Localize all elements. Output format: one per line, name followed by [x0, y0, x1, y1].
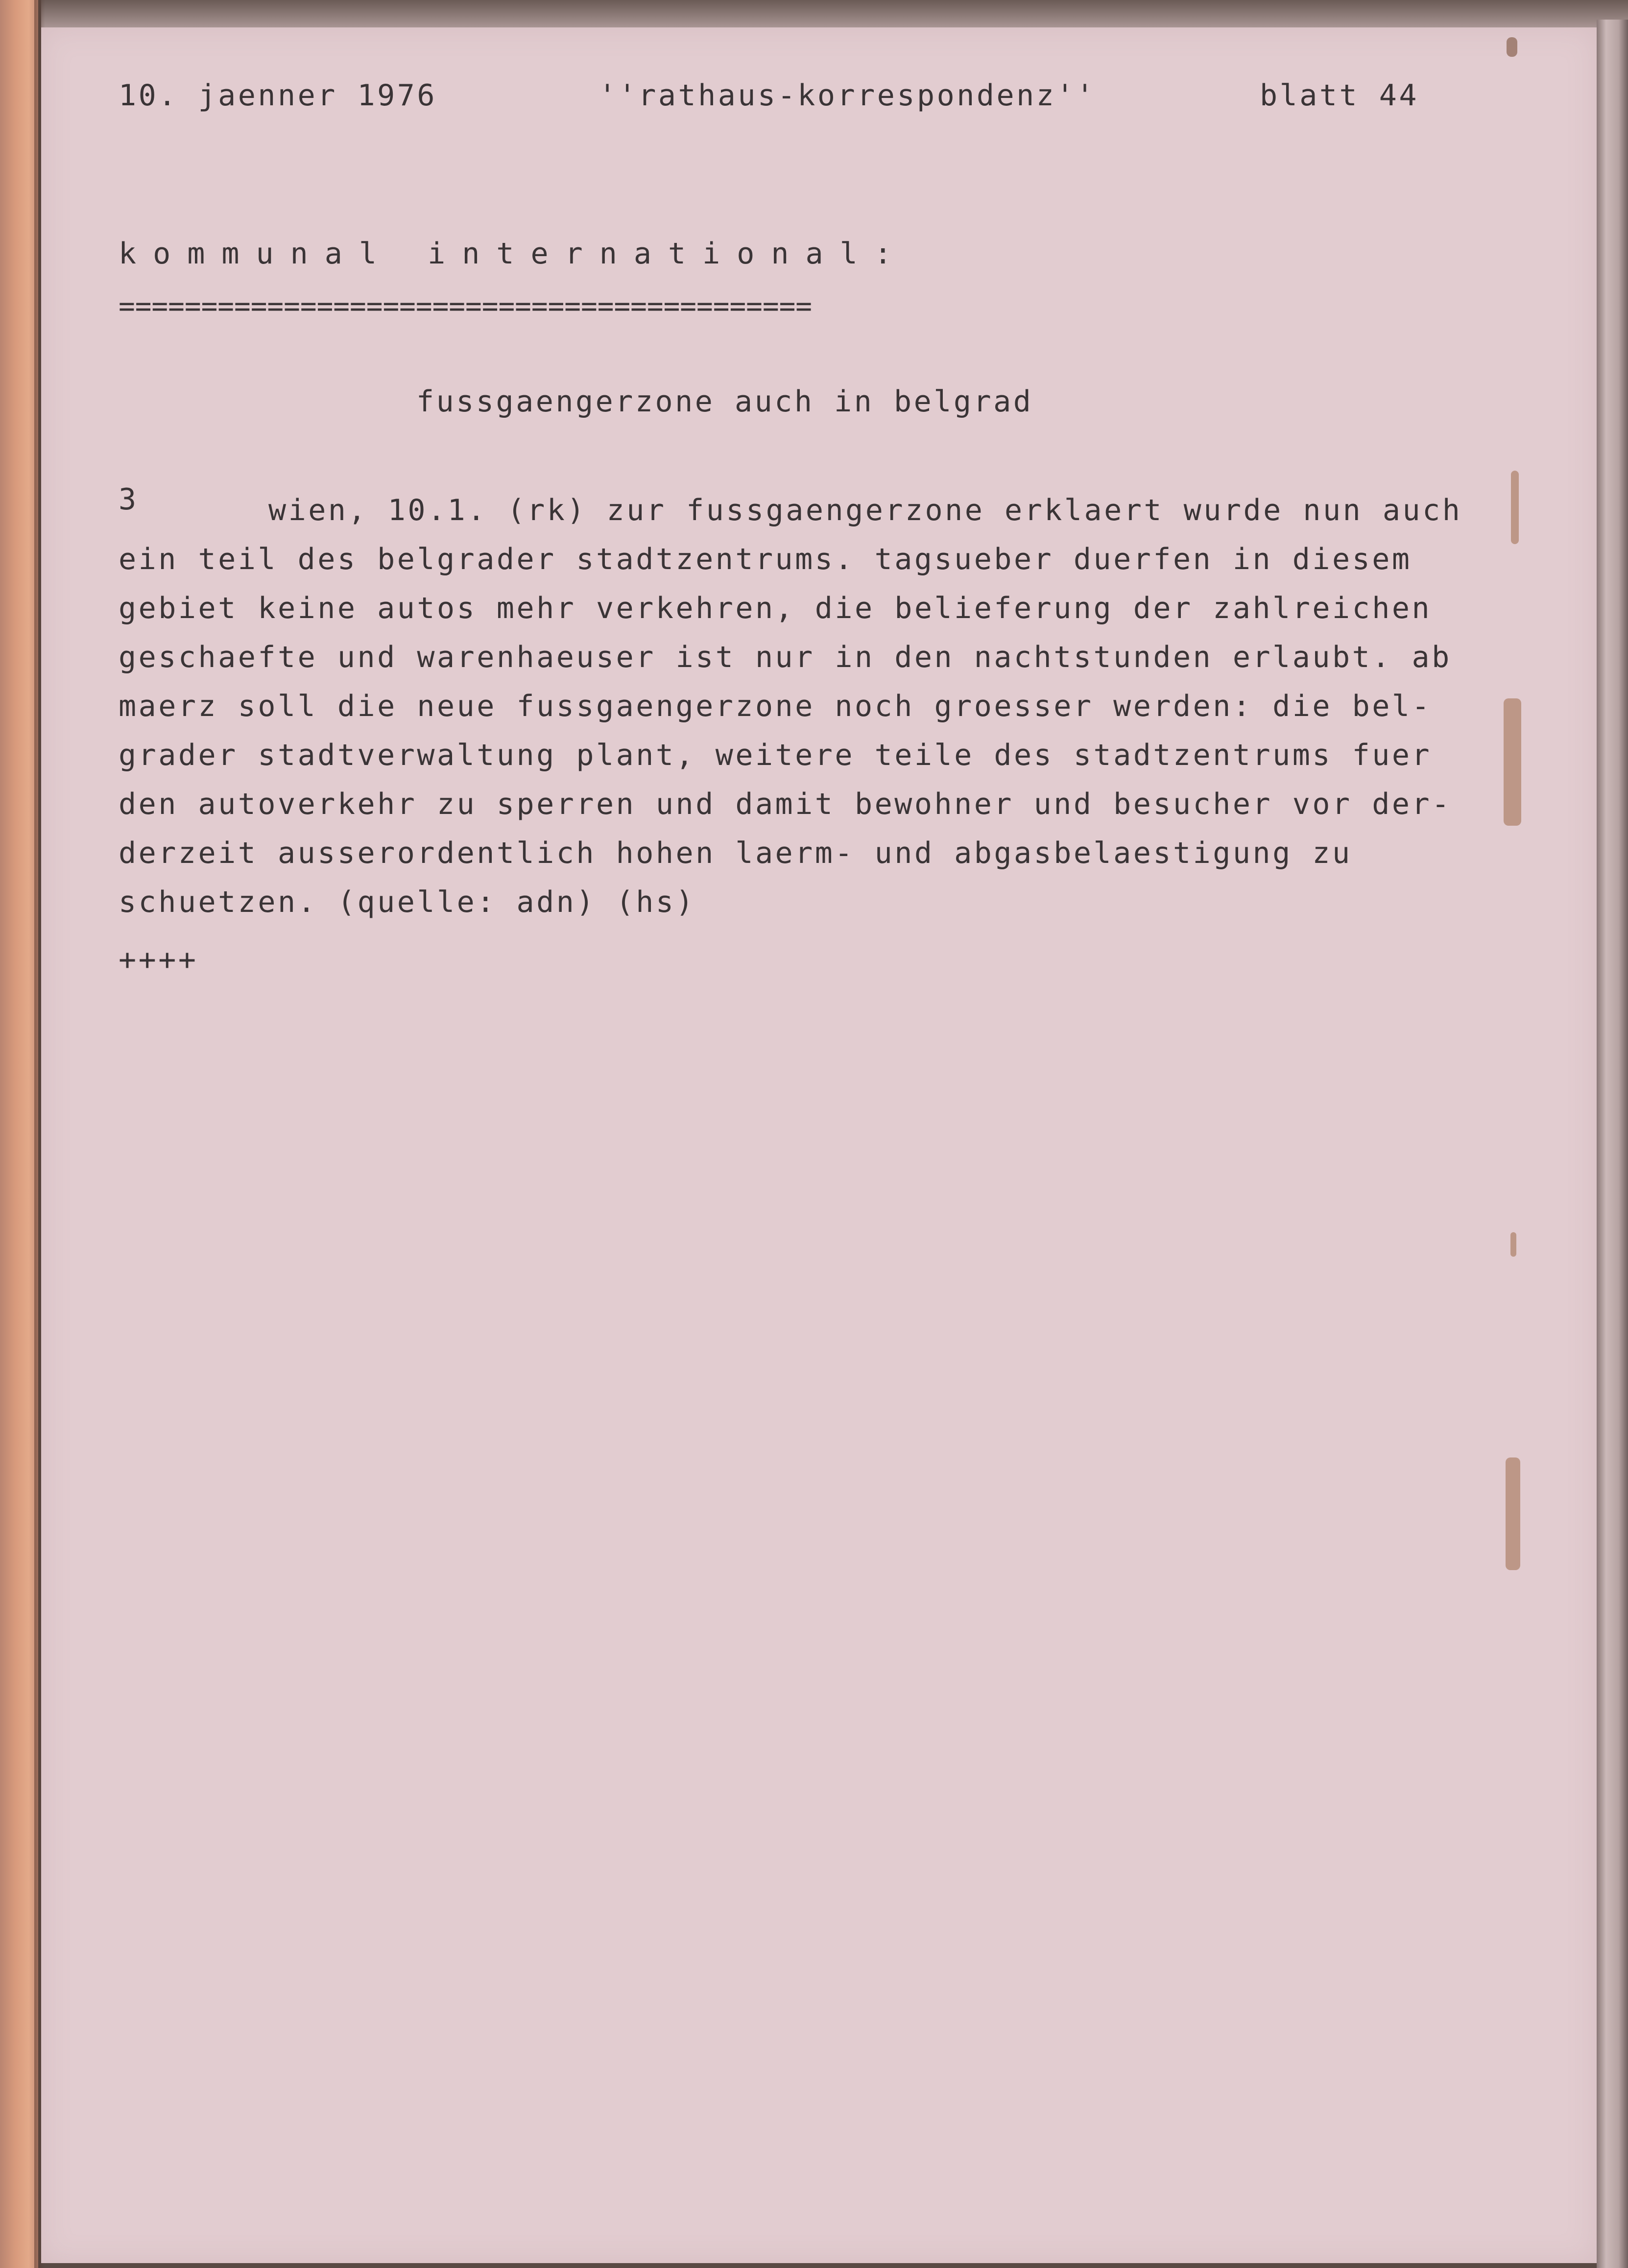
header-publication: ''rathaus-korrespondenz'' — [599, 78, 1096, 113]
margin-stain — [1504, 698, 1521, 826]
article-line: gebiet keine autos mehr verkehren, die belieferung der zahlreichen — [119, 591, 1432, 625]
article-line: maerz soll die neue fussgaengerzone noch groesser werden: die bel- — [119, 689, 1432, 723]
article-line: derzeit ausserordentlich hohen laerm- und abgasbelaestigung zu — [119, 836, 1352, 870]
article-headline: fussgaengerzone auch in belgrad — [416, 384, 1033, 419]
section-rule: ========================================== — [119, 290, 813, 322]
scan-top-edge — [41, 0, 1628, 27]
binding-edge — [0, 0, 38, 2268]
end-marks: ++++ — [119, 943, 198, 977]
section-title: kommunal international: — [119, 237, 909, 271]
article-line: ein teil des belgrader stadtzentrums. tagsueber duerfen in diesem — [119, 542, 1412, 576]
article-line: grader stadtverwaltung plant, weitere teile des stadtzentrums fuer — [119, 738, 1432, 772]
article-line: wien, 10.1. (rk) zur fussgaengerzone erklaert wurde nun auch — [268, 493, 1462, 527]
article-line: den autoverkehr zu sperren und damit bewohner und besucher vor der- — [119, 787, 1452, 821]
document-page — [41, 27, 1597, 2263]
article-line: geschaefte und warenhaeuser ist nur in den nachtstunden erlaubt. ab — [119, 640, 1452, 674]
margin-stain — [1510, 1232, 1516, 1257]
margin-stain — [1511, 471, 1519, 544]
margin-stain — [1507, 37, 1517, 57]
header-date: 10. jaenner 1976 — [119, 78, 437, 113]
article-line: schuetzen. (quelle: adn) (hs) — [119, 885, 696, 919]
article-number: 3 — [119, 482, 139, 517]
scan-right-edge — [1597, 20, 1628, 2268]
margin-stain — [1506, 1457, 1520, 1570]
header-sheet-number: blatt 44 — [1260, 78, 1419, 113]
